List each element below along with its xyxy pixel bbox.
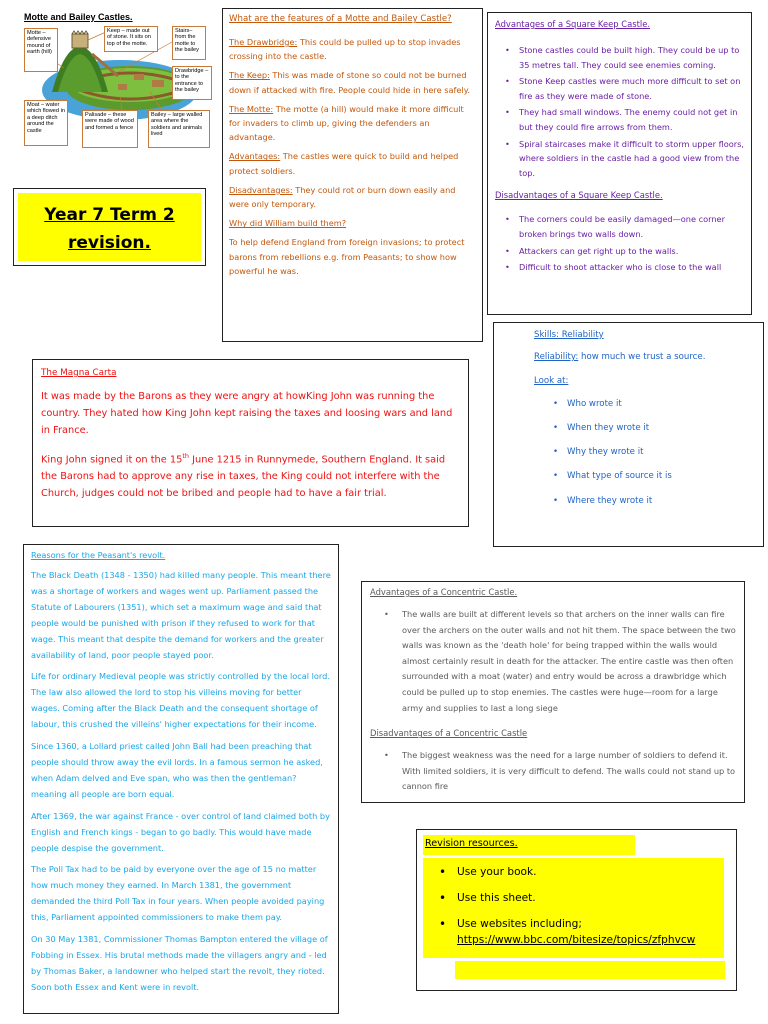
list-item: • The walls are built at different levels so that archers on the inner walls can fire over the archers on the outer walls and not hit them. The space between the two walls was known as the 'death hole' for being trapped within the walls would almost certainly result in death for the attacker. The entire castle was then often surrounded with a moat (water) and entry would be across a drawbridge which could be pulled up to stop enemies. The castles were huge—room for a large army and supplies to last a long siege [402,607,736,716]
square-keep-box [487,12,752,315]
feature-term: The Drawbridge: [229,37,298,47]
label-bailey: Bailey – large walled area where the soldiers and animals lived [148,110,210,148]
feature-text: This could be pulled up to stop invades crossing into the castle. [229,37,461,62]
peasants-revolt-box [23,544,339,1014]
label-palisade: Palisade – these were made of wood and formed a fence [82,110,138,148]
magna-carta-text: King John signed it on the 15 [41,453,183,465]
peasants-revolt-heading: Reasons for the Peasant's revolt. [31,550,166,560]
list-item: • Stone Keep castles were much more difficult to set on fire as they were made of stone. [519,74,744,103]
keep-advantages-heading: Advantages of a Square Keep Castle. [495,19,651,29]
list-item: • Use this sheet. [457,890,695,906]
list-item: • Where they wrote it [567,495,652,507]
label-keep: Keep – made out of stone. It sits on top of the motte. [104,26,158,52]
magna-carta-paragraph: It was made by the Barons as they were angry at howKing John was running the country. They hated how King John kept raising the taxes and loosing wars and land in France. [41,391,453,437]
feature-text: This was made of stone so could not be burned down if attacked with fire. People could hide in here safely. [229,70,471,95]
list-item: • What type of source it is [567,470,672,482]
keep-disadvantages-heading: Disadvantages of a Square Keep Castle. [495,190,663,201]
resources-footer-highlight [455,961,725,979]
resources-list [457,864,695,948]
revolt-paragraph: After 1369, the war against France - over control of land claimed both by English and French kings - began to go badly. This would have made people despise the government. [31,810,330,853]
page-title [18,201,201,257]
revolt-paragraph: Since 1360, a Lollard priest called John Ball had been preaching that people should throw away the evil lords. In a famous sermon he asked, when Adam delved and Eve span, who was then the gentleman? meaning all people are born equal. [31,741,323,799]
bitesize-link[interactable]: https://www.bbc.com/bitesize/topics/zfphvcw [457,934,696,946]
concentric-advantages-heading: Advantages of a Concentric Castle. [370,587,518,597]
list-item: • Stone castles could be built high. They could be up to 35 metres tall. They could see enemies coming. [519,43,744,72]
feature-term: Disadvantages: [229,184,293,195]
keep-advantages-list [495,43,744,180]
title-highlight [18,193,201,261]
resources-list-highlight [423,858,724,958]
why-heading: Why did William build them? [229,218,347,229]
feature-text: The motte (a hill) would make it more difficult for invaders to climb up, giving the defenders an advantage. [229,103,464,143]
keep-disadvantages-list [495,212,744,274]
skills-heading: Skills: Reliability [534,330,604,340]
label-stairs: Stairs– from the motte to the bailey [172,26,206,60]
revolt-paragraph: The Poll Tax had to be paid by everyone over the age of 15 no matter how much money they earned. In March 1381, the government demanded the third Poll Tax in four years. When people avoided paying this, Parliament appointed commissioners to make them pay. [31,864,325,923]
concentric-disadvantages-list [370,748,736,795]
revolt-paragraph: On 30 May 1381, Commissioner Thomas Bampton entered the village of Fobbing in Essex. His brutal methods made the villagers angry and - led by Thomas Baker, a landowner who helped start the revolt, they rioted. Soon both Essex and Kent were in revolt. [31,934,328,992]
motte-features-heading: What are the features of a Motte and Bailey Castle? [229,14,452,24]
revision-resources-box [416,829,737,991]
revolt-paragraph: Life for ordinary Medieval people was strictly controlled by the local lord. The law also allowed the lord to stop his villeins moving for better wages. Coming after the Black Death and the consequent shortage of labour, this crushed the villeins' higher expectations for their income. [31,671,330,730]
title-box [13,188,206,266]
feature-text: They could rot or burn down easily and were only temporary. [229,184,456,210]
reliability-definition [534,351,705,363]
concentric-advantages-list [370,607,736,716]
list-item: • Use your book. [457,864,695,880]
feature-term: Advantages: [229,151,281,162]
motte-bailey-diagram [22,10,212,150]
list-item: • Why they wrote it [567,446,643,458]
list-item [457,916,695,948]
magna-carta-heading: The Magna Carta [41,368,117,378]
concentric-castle-box [361,581,745,803]
feature-item [229,68,476,96]
list-item: • Attackers can get right up to the walls. [519,244,744,259]
magna-carta-text: June 1215 in Runnymede, Southern England. It said the Barons had to approve any rise in taxes, the King could not interfere with the Church, judges could not be bribed and people had to have a fair trial. [41,453,446,500]
label-drawbridge: Drawbridge – to the entrance to the bailey [172,66,212,100]
list-item: • They had small windows. The enemy could not get in but they could fire arrows from them. [519,105,744,134]
skills-box [493,322,764,547]
list-item: • When they wrote it [567,422,649,434]
list-item: • Difficult to shoot attacker who is close to the wall [519,260,744,275]
feature-text: The castles were quick to build and helped protect soldiers. [229,151,459,176]
list-item: • The corners could be easily damaged—one corner broken brings two walls down. [519,212,744,241]
resources-heading: Revision resources. [425,838,518,849]
feature-item [229,35,476,63]
feature-term: The Keep: [229,70,270,81]
list-item: • Who wrote it [567,398,622,410]
list-item: • Spiral staircases make it difficult to storm upper floors, where soldiers in the castle had a good view from the top. [519,137,744,181]
feature-term: The Motte: [229,103,274,114]
reliability-term: Reliability: [534,352,579,362]
look-at-heading: Look at: [534,376,569,386]
revolt-paragraph: The Black Death (1348 - 1350) had killed many people. This meant there was a shortage of workers and wages went up. Parliament passed the Statute of Labourers (1351), which set a maximum wage and said that people would be punished with prison if they refused to work for that wage. This meant that despite the demand for workers and the greater availability of land, poor people stayed poor. [31,570,331,660]
diagram-title: Motte and Bailey Castles. [24,12,133,22]
magna-carta-paragraph [41,448,460,503]
label-motte: Motte – defensive mound of earth (hill) [24,28,58,72]
feature-item [229,183,476,211]
magna-carta-superscript: th [182,451,190,460]
why-text: To help defend England from foreign invasions; to protect barons from rebellions e.g. from Peasants; to show how powerful he was. [229,237,465,276]
resources-heading-highlight [423,835,635,855]
magna-carta-box [32,359,469,527]
feature-item [229,102,476,145]
feature-item [229,149,476,177]
page-title-line1: Year 7 Term 2 [44,205,175,225]
list-item: • The biggest weakness was the need for a large number of soldiers to defend it. With limited soldiers, it is very difficult to defend. The walls could not stand up to cannon fire [402,748,736,795]
reliability-text: how much we trust a source. [578,352,706,362]
motte-features-box [222,8,483,342]
label-moat: Moat – water which flowed in a deep ditch around the castle [24,100,68,146]
page-title-line2: revision. [67,233,151,253]
list-item-text: Use websites including; [457,918,582,930]
concentric-disadvantages-heading: Disadvantages of a Concentric Castle [370,728,528,739]
